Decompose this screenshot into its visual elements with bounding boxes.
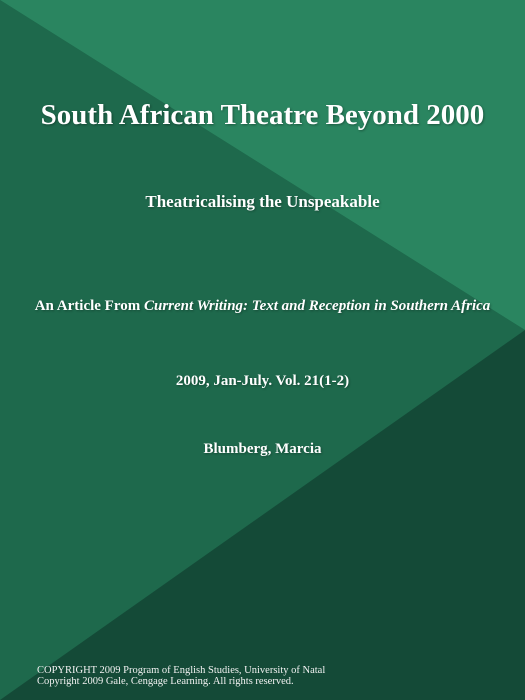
book-title: South African Theatre Beyond 2000 bbox=[40, 99, 485, 131]
copyright-line-1: COPYRIGHT 2009 Program of English Studies, University of Natal bbox=[37, 665, 326, 676]
publication-date: 2009, Jan-July. Vol. 21(1-2) bbox=[175, 373, 350, 389]
copyright-line-2: Copyright 2009 Gale, Cengage Learning. All rights reserved. bbox=[37, 676, 294, 687]
copyright-notice bbox=[37, 665, 325, 687]
article-prefix: An Article From bbox=[34, 298, 144, 314]
author-name: Blumberg, Marcia bbox=[203, 441, 322, 457]
book-subtitle: Theatricalising the Unspeakable bbox=[145, 192, 380, 211]
journal-name: Current Writing: Text and Reception in Southern Africa bbox=[143, 298, 491, 314]
article-source bbox=[30, 295, 495, 317]
